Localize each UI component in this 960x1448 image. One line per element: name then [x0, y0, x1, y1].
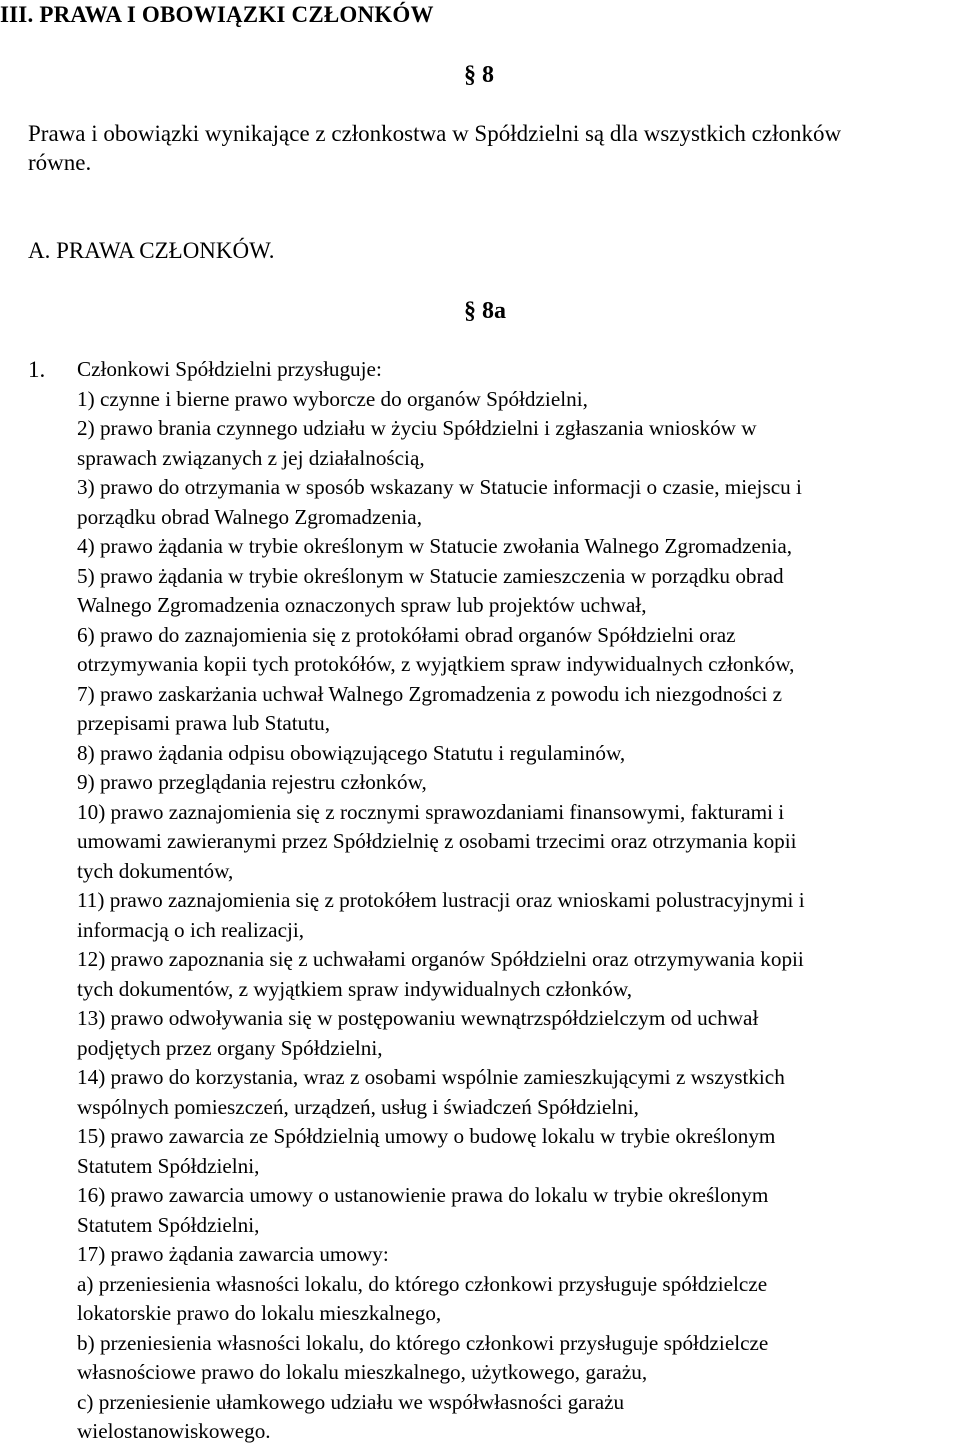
- rights-list-line: 14) prawo do korzystania, wraz z osobami wspólnie zamieszkującymi z wszystkich: [77, 1065, 785, 1089]
- rights-list-line: 2) prawo brania czynnego udziału w życiu Spółdzielni i zgłaszania wniosków w: [77, 416, 757, 440]
- paragraph-8-line-1: Prawa i obowiązki wynikające z członkostwa w Spółdzielni są dla wszystkich członków: [28, 121, 842, 146]
- section-a-title: A. PRAWA CZŁONKÓW.: [28, 238, 275, 263]
- rights-list: [77, 355, 960, 1447]
- rights-list-line: a) przeniesienia własności lokalu, do którego członkowi przysługuje spółdzielcze: [77, 1271, 768, 1296]
- rights-list-line: 13) prawo odwoływania się w postępowaniu wewnątrzspółdzielczym od uchwał: [77, 1006, 759, 1030]
- paragraph-8-mark: § 8: [464, 62, 494, 88]
- rights-list-line: informacją o ich realizacji,: [77, 917, 305, 942]
- rights-list-line: 7) prawo zaskarżania uchwał Walnego Zgromadzenia z powodu ich niezgodności z: [77, 681, 783, 706]
- rights-list-line: 8) prawo żądania odpisu obowiązującego Statutu i regulaminów,: [77, 740, 626, 765]
- rights-list-line: 3) prawo do otrzymania w sposób wskazany w Statucie informacji o czasie, miejscu i: [77, 475, 802, 499]
- rights-list-line: 15) prawo zawarcia ze Spółdzielnią umowy o budowę lokalu w trybie określonym: [77, 1124, 776, 1148]
- rights-list-line: sprawach związanych z jej działalnością,: [77, 445, 425, 470]
- chapter-heading: III. PRAWA I OBOWIĄZKI CZŁONKÓW: [0, 2, 434, 27]
- rights-list-line: tych dokumentów, z wyjątkiem spraw indywidualnych członków,: [77, 976, 633, 1001]
- rights-list-line: lokatorskie prawo do lokalu mieszkalnego,: [77, 1301, 442, 1325]
- rights-list-line: 5) prawo żądania w trybie określonym w Statucie zamieszczenia w porządku obrad: [77, 563, 784, 588]
- rights-list-line: 10) prawo zaznajomienia się z rocznymi sprawozdaniami finansowymi, fakturami i: [77, 799, 785, 824]
- rights-list-line: b) przeniesienia własności lokalu, do którego członkowi przysługuje spółdzielcze: [77, 1330, 769, 1355]
- rights-list-line: otrzymywania kopii tych protokółów, z wyjątkiem spraw indywidualnych członków,: [77, 652, 795, 676]
- rights-list-line: przepisami prawa lub Statutu,: [77, 711, 331, 735]
- rights-list-line: 6) prawo do zaznajomienia się z protokółami obrad organów Spółdzielni oraz: [77, 622, 736, 647]
- rights-list-line: tych dokumentów,: [77, 858, 234, 883]
- rights-list-line: Członkowi Spółdzielni przysługuje:: [77, 357, 382, 381]
- rights-list-line: podjętych przez organy Spółdzielni,: [77, 1035, 383, 1060]
- rights-list-line: umowami zawieranymi przez Spółdzielnię z osobami trzecimi oraz otrzymania kopii: [77, 829, 797, 853]
- item-number: 1.: [28, 357, 46, 382]
- rights-list-line: 16) prawo zawarcia umowy o ustanowienie prawa do lokalu w trybie określonym: [77, 1183, 769, 1207]
- rights-list-line: wielostanowiskowego.: [77, 1419, 271, 1443]
- rights-list-line: Statutem Spółdzielni,: [77, 1153, 260, 1178]
- rights-list-line: 4) prawo żądania w trybie określonym w Statucie zwołania Walnego Zgromadzenia,: [77, 534, 793, 558]
- rights-list-line: wspólnych pomieszczeń, urządzeń, usług i świadczeń Spółdzielni,: [77, 1094, 639, 1119]
- rights-list-line: porządku obrad Walnego Zgromadzenia,: [77, 504, 423, 529]
- rights-list-line: c) przeniesienie ułamkowego udziału we współwłasności garażu: [77, 1389, 625, 1414]
- rights-list-line: Walnego Zgromadzenia oznaczonych spraw lub projektów uchwał,: [77, 593, 647, 617]
- rights-list-line: 1) czynne i bierne prawo wyborcze do organów Spółdzielni,: [77, 386, 588, 411]
- rights-list-line: 17) prawo żądania zawarcia umowy:: [77, 1242, 389, 1266]
- rights-list-line: Statutem Spółdzielni,: [77, 1212, 260, 1237]
- rights-list-line: 9) prawo przeglądania rejestru członków,: [77, 770, 427, 794]
- rights-list-line: własnościowe prawo do lokalu mieszkalnego, użytkowego, garażu,: [77, 1360, 648, 1384]
- rights-list-line: 12) prawo zapoznania się z uchwałami organów Spółdzielni oraz otrzymywania kopii: [77, 947, 804, 971]
- paragraph-8a-mark: § 8a: [464, 298, 506, 324]
- rights-list-line: 11) prawo zaznajomienia się z protokółem lustracji oraz wnioskami polustracyjnymi i: [77, 888, 805, 912]
- paragraph-8-line-2: równe.: [28, 150, 92, 175]
- paragraph-8-text: [28, 119, 948, 177]
